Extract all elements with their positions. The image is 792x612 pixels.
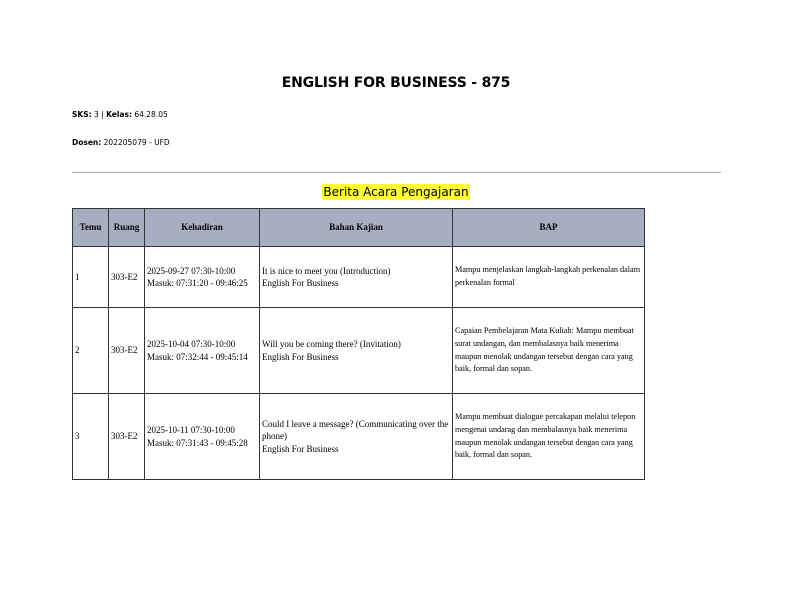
cell-temu: 1 xyxy=(73,247,109,308)
lecturer-meta xyxy=(72,138,170,147)
page-title: ENGLISH FOR BUSINESS - 875 xyxy=(281,75,511,91)
kelas-value: 64.28.05 xyxy=(131,110,168,119)
course-meta xyxy=(72,110,168,119)
cell-ruang: 303-E2 xyxy=(109,394,145,480)
cell-temu: 3 xyxy=(73,394,109,480)
cell-bahan-kajian xyxy=(260,394,453,480)
divider xyxy=(72,172,721,173)
sks-value: 3 | xyxy=(91,110,107,119)
header-kehadiran: Kehadiran xyxy=(145,209,260,247)
section-title xyxy=(0,183,792,201)
cell-bap: Mampu membuat dialogue percakapan melalui telepon mengenai undarag dan membalasnya baik menerima maupun menolak undangan tersebut dengan cara yang baik, formal dan sopan. xyxy=(453,394,645,480)
table-row xyxy=(73,394,645,480)
table-row xyxy=(73,308,645,394)
bap-table xyxy=(72,208,645,480)
bahan-course: English For Business xyxy=(262,443,339,454)
table-row xyxy=(73,247,645,308)
cell-bap: Capaian Pembelajaran Mata Kuliah: Mampu membuat surat undangan, dan membalasnya baik menerima maupun menolak undangan tersebut dengan cara yang baik, formal dan sopan. xyxy=(453,308,645,394)
header-bap: BAP xyxy=(453,209,645,247)
dosen-value: 202205079 - UFD xyxy=(101,138,170,147)
cell-bap: Mampu menjelaskan langkah-langkah perkenalan dalam perkenalan formal xyxy=(453,247,645,308)
cell-kehadiran: 2025-10-11 07:30-10:00 Masuk: 07:31:43 - 09:45:28 xyxy=(145,394,260,480)
cell-kehadiran: 2025-10-04 07:30-10:00 Masuk: 07:32:44 - 09:45:14 xyxy=(145,308,260,394)
dosen-label: Dosen: xyxy=(72,138,102,147)
header-ruang: Ruang xyxy=(109,209,145,247)
kelas-label: Kelas: xyxy=(106,110,132,119)
bahan-course: English For Business xyxy=(262,278,339,288)
cell-kehadiran: 2025-09-27 07:30-10:00 Masuk: 07:31:20 - 09:46:25 xyxy=(145,247,260,308)
bahan-topic: It is nice to meet you (Introduction) xyxy=(262,265,391,276)
cell-ruang: 303-E2 xyxy=(109,308,145,394)
header-temu: Temu xyxy=(73,209,109,247)
cell-bahan-kajian xyxy=(260,308,453,394)
sks-label: SKS: xyxy=(72,110,92,119)
bahan-topic: Will you be coming there? (Invitation) xyxy=(262,339,401,349)
cell-temu: 2 xyxy=(73,308,109,394)
header-bahan-kajian: Bahan Kajian xyxy=(260,209,453,247)
section-title-text: Berita Acara Pengajaran xyxy=(323,185,469,199)
bahan-course: English For Business xyxy=(262,351,339,362)
cell-ruang: 303-E2 xyxy=(109,247,145,308)
cell-bahan-kajian xyxy=(260,247,453,308)
bahan-topic: Could I leave a message? (Communicating over the phone) xyxy=(262,418,449,442)
table-header-row xyxy=(73,209,645,247)
